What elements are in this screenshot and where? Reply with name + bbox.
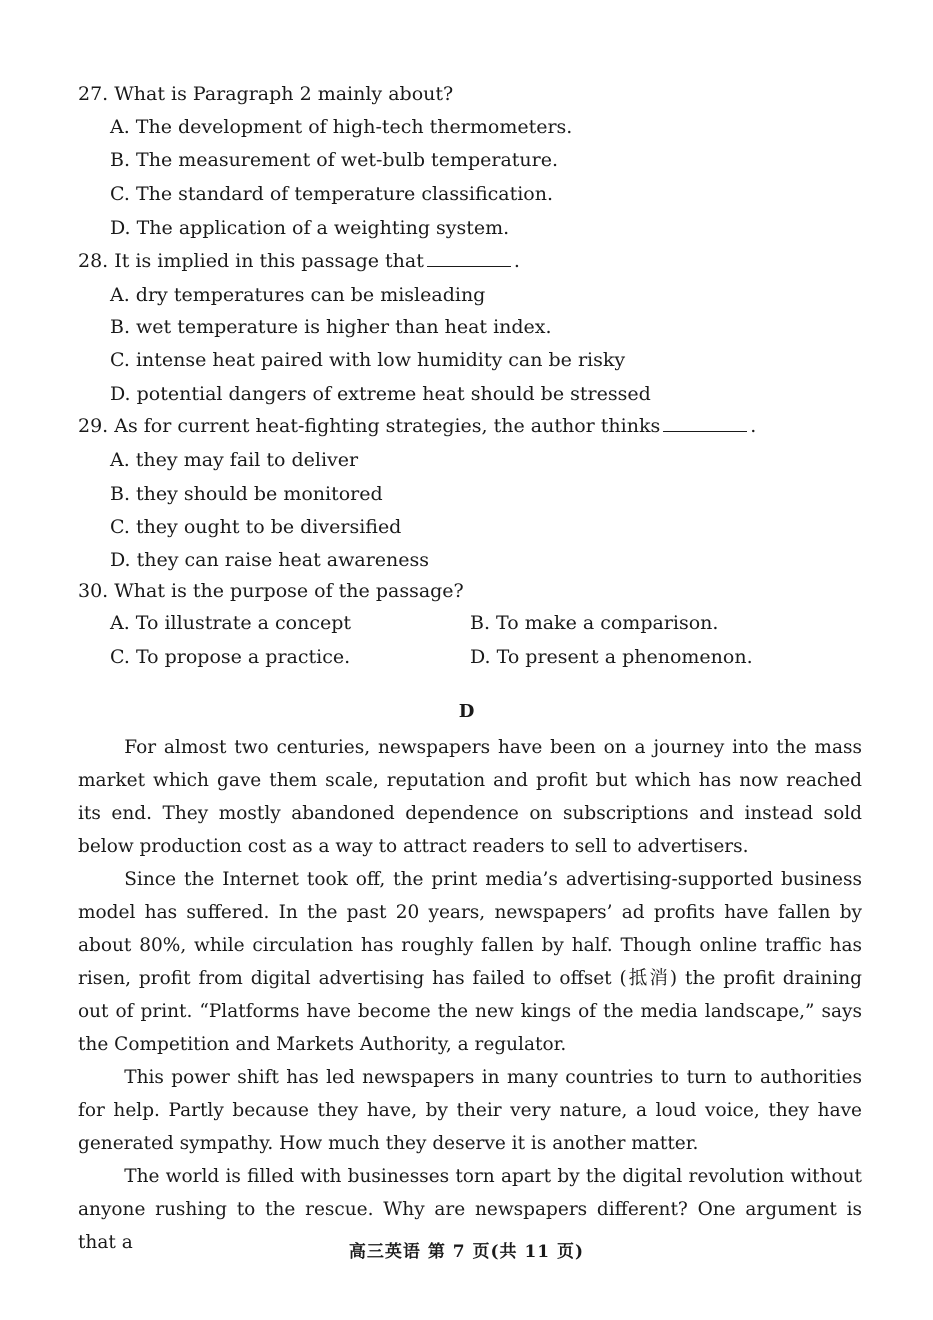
question-28-stem-line xyxy=(78,249,520,273)
question-28-stem-end: . xyxy=(513,250,520,272)
answer-blank xyxy=(427,250,511,267)
passage-paragraph-2: Since the Internet took off, the print media’s advertising-supported business model has suffered. In the past 20 years, newspapers’ ad profits have fallen by about 80%, while circulation has roughly fallen by half. Though online traffic has risen, profit from digital advertising has failed to offset (抵消) the profit draining out of print. “Platforms have become the new kings of the media landscape,” says the Competition and Markets Authority, a regulator. xyxy=(78,869,862,1055)
question-28-option-b: B. wet temperature is higher than heat index. xyxy=(110,316,552,338)
question-29-stem-line xyxy=(78,414,756,438)
question-29-stem-end: . xyxy=(750,415,757,437)
question-29-option-c: C. they ought to be diversified xyxy=(110,516,402,538)
question-27-option-c: C. The standard of temperature classification. xyxy=(110,183,554,205)
question-29-option-a: A. they may fail to deliver xyxy=(110,449,359,471)
question-28-option-c: C. intense heat paired with low humidity can be risky xyxy=(110,349,626,371)
section-label: D xyxy=(458,701,475,722)
passage-paragraph-4: The world is filled with businesses torn apart by the digital revolution without anyone rushing to the rescue. Why are newspapers different? One argument is that a xyxy=(78,1166,862,1253)
question-27-option-d: D. The application of a weighting system. xyxy=(110,217,510,239)
question-27-stem: 27. What is Paragraph 2 mainly about? xyxy=(78,83,454,105)
page-footer: 高三英语 第 7 页(共 11 页) xyxy=(348,1242,585,1262)
question-30-option-b: B. To make a comparison. xyxy=(470,612,719,634)
answer-blank xyxy=(663,415,747,432)
question-29-stem: 29. As for current heat-fighting strategies, the author thinks xyxy=(78,415,661,437)
question-28-option-d: D. potential dangers of extreme heat should be stressed xyxy=(110,383,651,405)
reading-passage xyxy=(78,731,862,1259)
passage-paragraph-3: This power shift has led newspapers in many countries to turn to authorities for help. Partly because they have, by their very nature, a loud voice, they have generated sympathy. How much they deserve it is another matter. xyxy=(78,1067,862,1154)
question-28-option-a: A. dry temperatures can be misleading xyxy=(110,284,486,306)
question-30-option-c: C. To propose a practice. xyxy=(110,646,351,668)
question-30-option-a: A. To illustrate a concept xyxy=(110,612,352,634)
question-27-option-a: A. The development of high-tech thermometers. xyxy=(110,116,573,138)
question-30-stem: 30. What is the purpose of the passage? xyxy=(78,580,464,602)
question-28-stem: 28. It is implied in this passage that xyxy=(78,250,424,272)
passage-paragraph-1: For almost two centuries, newspapers have been on a journey into the mass market which gave them scale, reputation and profit but which has now reached its end. They mostly abandoned dependence on subscriptions and instead sold below production cost as a way to attract readers to sell to advertisers. xyxy=(78,737,862,857)
question-30-option-d: D. To present a phenomenon. xyxy=(470,646,753,668)
question-27-option-b: B. The measurement of wet-bulb temperature. xyxy=(110,149,559,171)
question-29-option-d: D. they can raise heat awareness xyxy=(110,549,430,571)
question-29-option-b: B. they should be monitored xyxy=(110,483,383,505)
